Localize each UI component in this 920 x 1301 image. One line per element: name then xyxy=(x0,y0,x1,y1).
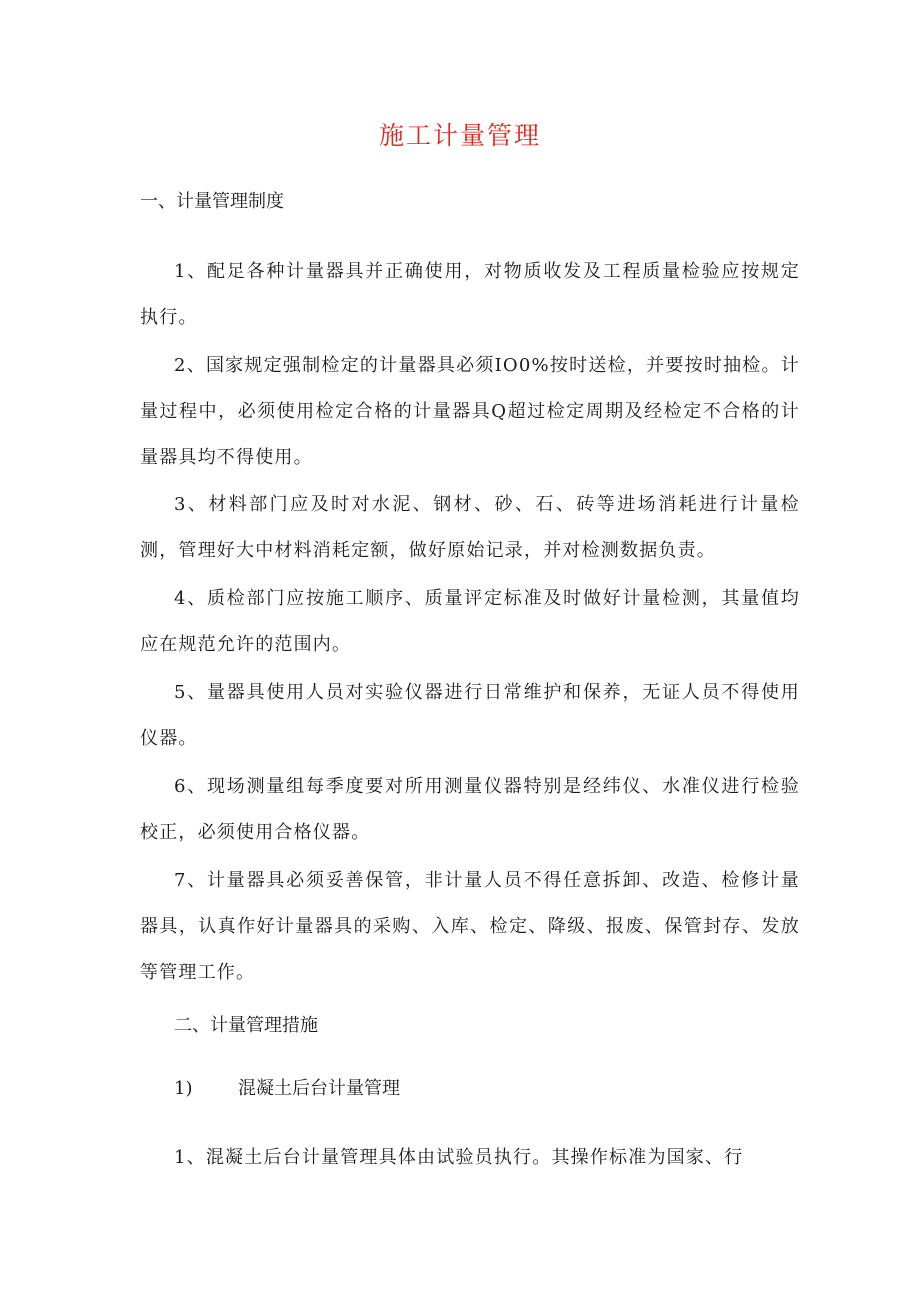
paragraph-item-4: 4、质检部门应按施工顺序、质量评定标准及时做好计量检测，其量值均应在规范允许的范围内。 xyxy=(140,588,800,655)
section-heading-1: 一、计量管理制度 xyxy=(140,191,284,212)
paragraph-item-6: 6、现场测量组每季度要对所用测量仪器特别是经纬仪、水准仪进行检验校正，必须使用合格仪器。 xyxy=(140,776,800,843)
section-heading-2: 二、计量管理措施 xyxy=(174,1015,318,1036)
paragraph-item-5: 5、量器具使用人员对实验仪器进行日常维护和保养，无证人员不得使用仪器。 xyxy=(140,682,800,749)
paragraph-item-3: 3、材料部门应及时对水泥、钢材、砂、石、砖等进场消耗进行计量检测，管理好大中材料消耗定额，做好原始记录，并对检测数据负责。 xyxy=(140,494,800,561)
paragraph-item-1: 1、配足各种计量器具并正确使用，对物质收发及工程质量检验应按规定执行。 xyxy=(140,261,800,328)
sub-item xyxy=(174,1077,400,1101)
document-title: 施工计量管理 xyxy=(378,121,541,150)
paragraph-item-7: 7、计量器具必须妥善保管，非计量人员不得任意拆卸、改造、检修计量器具，认真作好计量器具的采购、入库、检定、降级、报废、保管封存、发放等管理工作。 xyxy=(140,870,800,983)
sub-item-text: 混凝土后台计量管理 xyxy=(238,1078,400,1099)
sub-item-number: 1) xyxy=(174,1078,193,1099)
paragraph-item-2: 2、国家规定强制检定的计量器具必须IO0%按时送检，并要按时抽检。计量过程中，必须使用检定合格的计量器具Q超过检定周期及经检定不合格的计量器具均不得使用。 xyxy=(140,355,800,468)
paragraph-last: 1、混凝土后台计量管理具体由试验员执行。其操作标准为国家、行 xyxy=(174,1147,744,1168)
